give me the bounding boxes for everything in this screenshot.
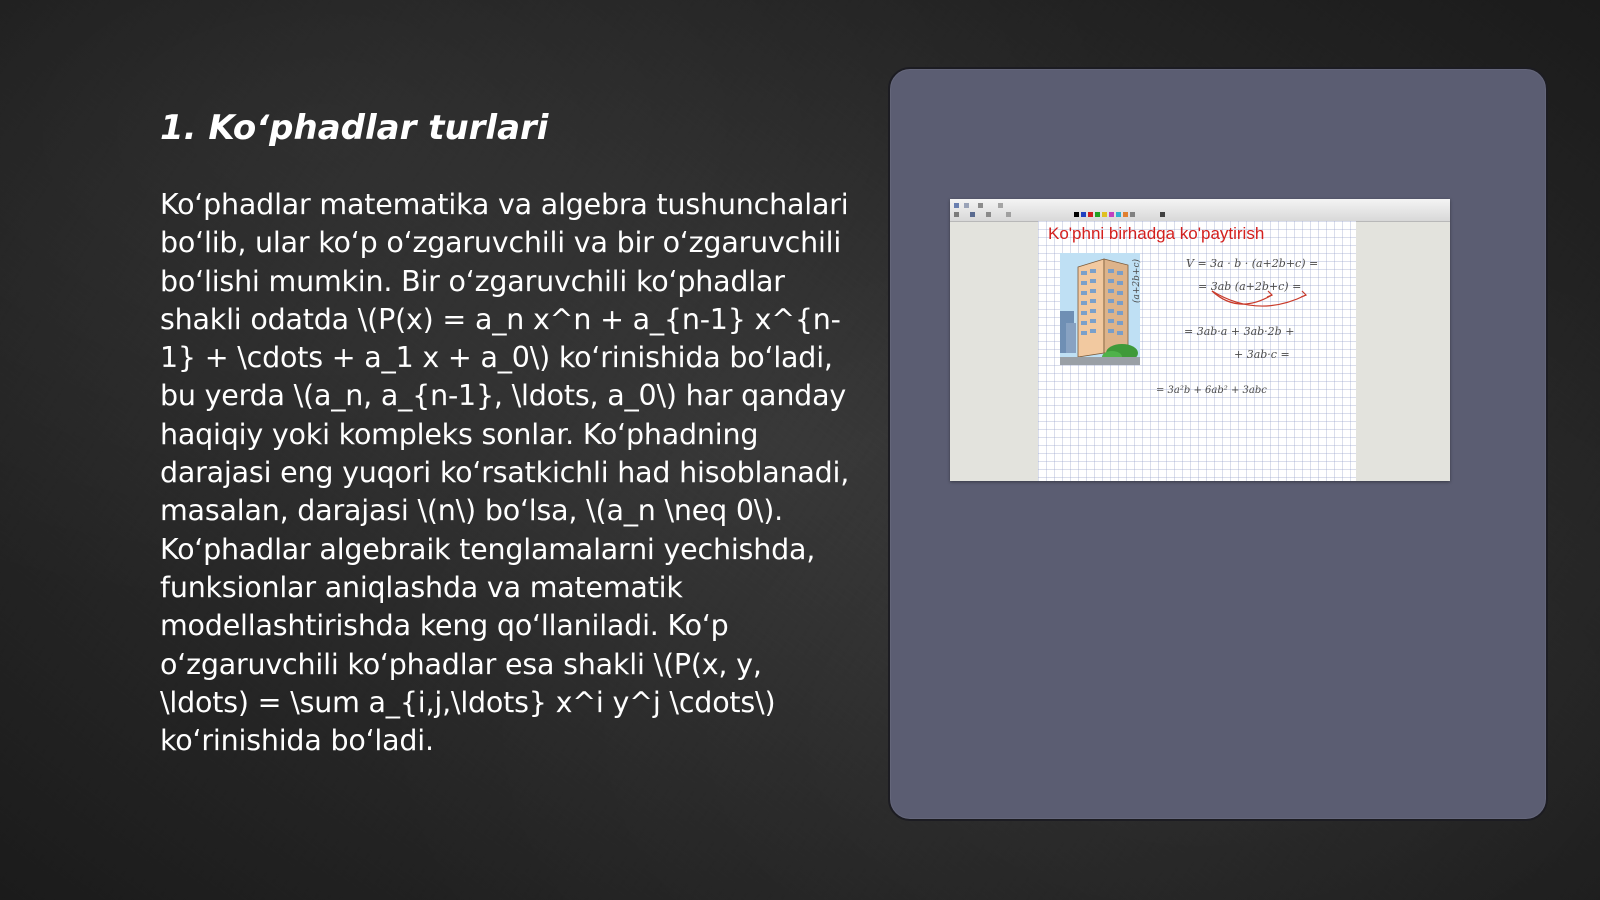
color-swatch	[1095, 212, 1100, 217]
math-line-4: + 3ab·c =	[1234, 348, 1290, 361]
slide-body-text: Ko‘phadlar matematika va algebra tushunchalari bo‘lib, ular ko‘p o‘zgaruvchili va bir o‘zgaruvchili bo‘lishi mumkin. Bir o‘zgaruvchili ko‘phadlar shakli odatda \(P(x) = a_n x^n + a_{n-1} x^{n-1} + \cdots + a_1 x + a_0\) ko‘rinishida bo‘ladi, bu yerda \(a_n, a_{n-1}, \ldots, a_0\) har qanday haqiqiy yoki kompleks sonlar. Ko‘phadning darajasi eng yuqori ko‘rsatkichli had hisoblanadi, masalan, darajasi \(n\) bo‘lsa, \(a_n \neq 0\). Ko‘phadlar algebraik tenglamalarni yechishda, funksionlar aniqlashda va matematik modellashtirishda keng qo‘llaniladi. Ko‘p o‘zgaruvchili ko‘phadlar esa shakli \(P(x, y, \ldots) = \sum a_{i,j,\ldots} x^i y^j \cdots\) ko‘rinishida bo‘ladi.	[160, 188, 850, 758]
screenshot-heading: Ko'phni birhadga ko'paytirish	[1048, 224, 1265, 243]
toolbar-icon	[998, 203, 1003, 208]
toolbar-icon	[986, 212, 991, 217]
screenshot-toolbar	[950, 199, 1450, 222]
color-swatch	[1123, 212, 1128, 217]
color-swatch	[1102, 212, 1107, 217]
color-swatch	[1109, 212, 1114, 217]
color-swatch	[1130, 212, 1135, 217]
color-swatch	[1116, 212, 1121, 217]
math-line-2: = 3ab (a+2b+c) =	[1198, 280, 1302, 293]
toolbar-icon	[964, 203, 969, 208]
toolbar-icon	[1006, 212, 1011, 217]
side-bracket-label: (a+2b+c)	[1132, 259, 1142, 303]
building-illustration	[1060, 253, 1140, 365]
color-swatch	[1074, 212, 1079, 217]
embedded-screenshot	[950, 199, 1450, 481]
toolbar-icon	[954, 212, 959, 217]
slide-title: 1. Ko‘phadlar turlari	[160, 108, 549, 148]
math-line-1: V = 3a · b · (a+2b+c) =	[1186, 257, 1319, 270]
toolbar-icon	[978, 203, 983, 208]
toolbar-icon	[954, 203, 959, 208]
distribution-arrows	[1198, 279, 1328, 319]
toolbar-icon	[970, 212, 975, 217]
toolbar-icon	[1160, 212, 1165, 217]
math-line-3: = 3ab·a + 3ab·2b +	[1184, 325, 1295, 338]
color-swatch	[1081, 212, 1086, 217]
grid-page	[1038, 221, 1356, 481]
math-line-5: = 3a²b + 6ab² + 3abc	[1156, 385, 1267, 396]
color-swatch	[1088, 212, 1093, 217]
